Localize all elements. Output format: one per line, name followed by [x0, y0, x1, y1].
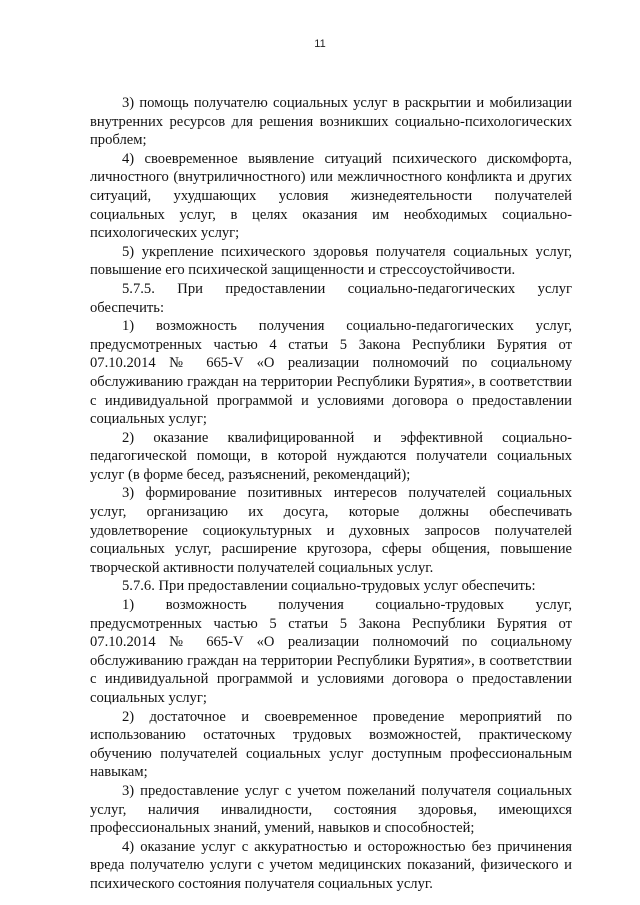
paragraph-psych-item-4: 4) своевременное выявление ситуаций психического дискомфорта, личностного (внутриличностного) или межличностного конфликта и других ситуаций, ухудшающих условия жизнедеятельности получателей социальных услуг, в целях оказания им необходимых социально-психологических услуг;	[90, 150, 572, 242]
document-body	[90, 94, 572, 894]
paragraph-ped-item-3: 3) формирование позитивных интересов получателей социальных услуг, организацию их досуга, которые должны обеспечивать удовлетворение социокультурных и духовных запросов получателей социальных услуг, расширение кругозора, сферы общения, повышение творческой активности получателей социальных услуг.	[90, 485, 572, 576]
paragraph-labor-item-1: 1) возможность получения социально-трудовых услуг, предусмотренных частью 5 статьи 5 Закона Республики Бурятия от 07.10.2014 № 665-V «О реализации полномочий по социальному обслуживанию граждан на территории Республики Бурятия», в соответствии с индивидуальной программой и условиями договора о предоставлении социальных услуг;	[90, 597, 572, 706]
paragraph-section-5-7-6: 5.7.6. При предоставлении социально-трудовых услуг обеспечить:	[122, 578, 536, 595]
paragraph-labor-item-4: 4) оказание услуг с аккуратностью и осторожностью без причинения вреда получателю услуги с учетом медицинских показаний, физического и психического состояния получателя социальных услуг.	[90, 838, 572, 892]
paragraph-ped-item-2: 2) оказание квалифицированной и эффективной социально-педагогической помощи, в которой нуждаются получатели социальных услуг (в форме бесед, разъяснений, рекомендаций);	[90, 429, 572, 483]
paragraph-labor-item-2: 2) достаточное и своевременное проведение мероприятий по использованию остаточных трудовых возможностей, практическому обучению получателей социальных услуг доступным профессиональным навыкам;	[90, 708, 572, 781]
paragraph-psych-item-3: 3) помощь получателю социальных услуг в раскрытии и мобилизации внутренних ресурсов для решения возникших социально-психологических проблем;	[90, 95, 572, 149]
paragraph-labor-item-3: 3) предоставление услуг с учетом пожеланий получателя социальных услуг, наличия инвалидности, состояния здоровья, имеющихся профессиональных знаний, умений, навыков и способностей;	[90, 782, 572, 837]
paragraph-psych-item-5: 5) укрепление психического здоровья получателя социальных услуг, повышение его психической защищенности и стрессоустойчивости.	[90, 243, 572, 279]
page-number: 11	[314, 38, 326, 50]
paragraph-ped-item-1: 1) возможность получения социально-педагогических услуг, предусмотренных частью 4 статьи 5 Закона Республики Бурятия от 07.10.2014 № 665-V «О реализации полномочий по социальному обслуживанию граждан на территории Республики Бурятия», в соответствии с индивидуальной программой и условиями договора о предоставлении социальных услуг;	[90, 318, 572, 428]
paragraph-section-5-7-5: 5.7.5. При предоставлении социально-педагогических услуг обеспечить:	[90, 280, 572, 316]
